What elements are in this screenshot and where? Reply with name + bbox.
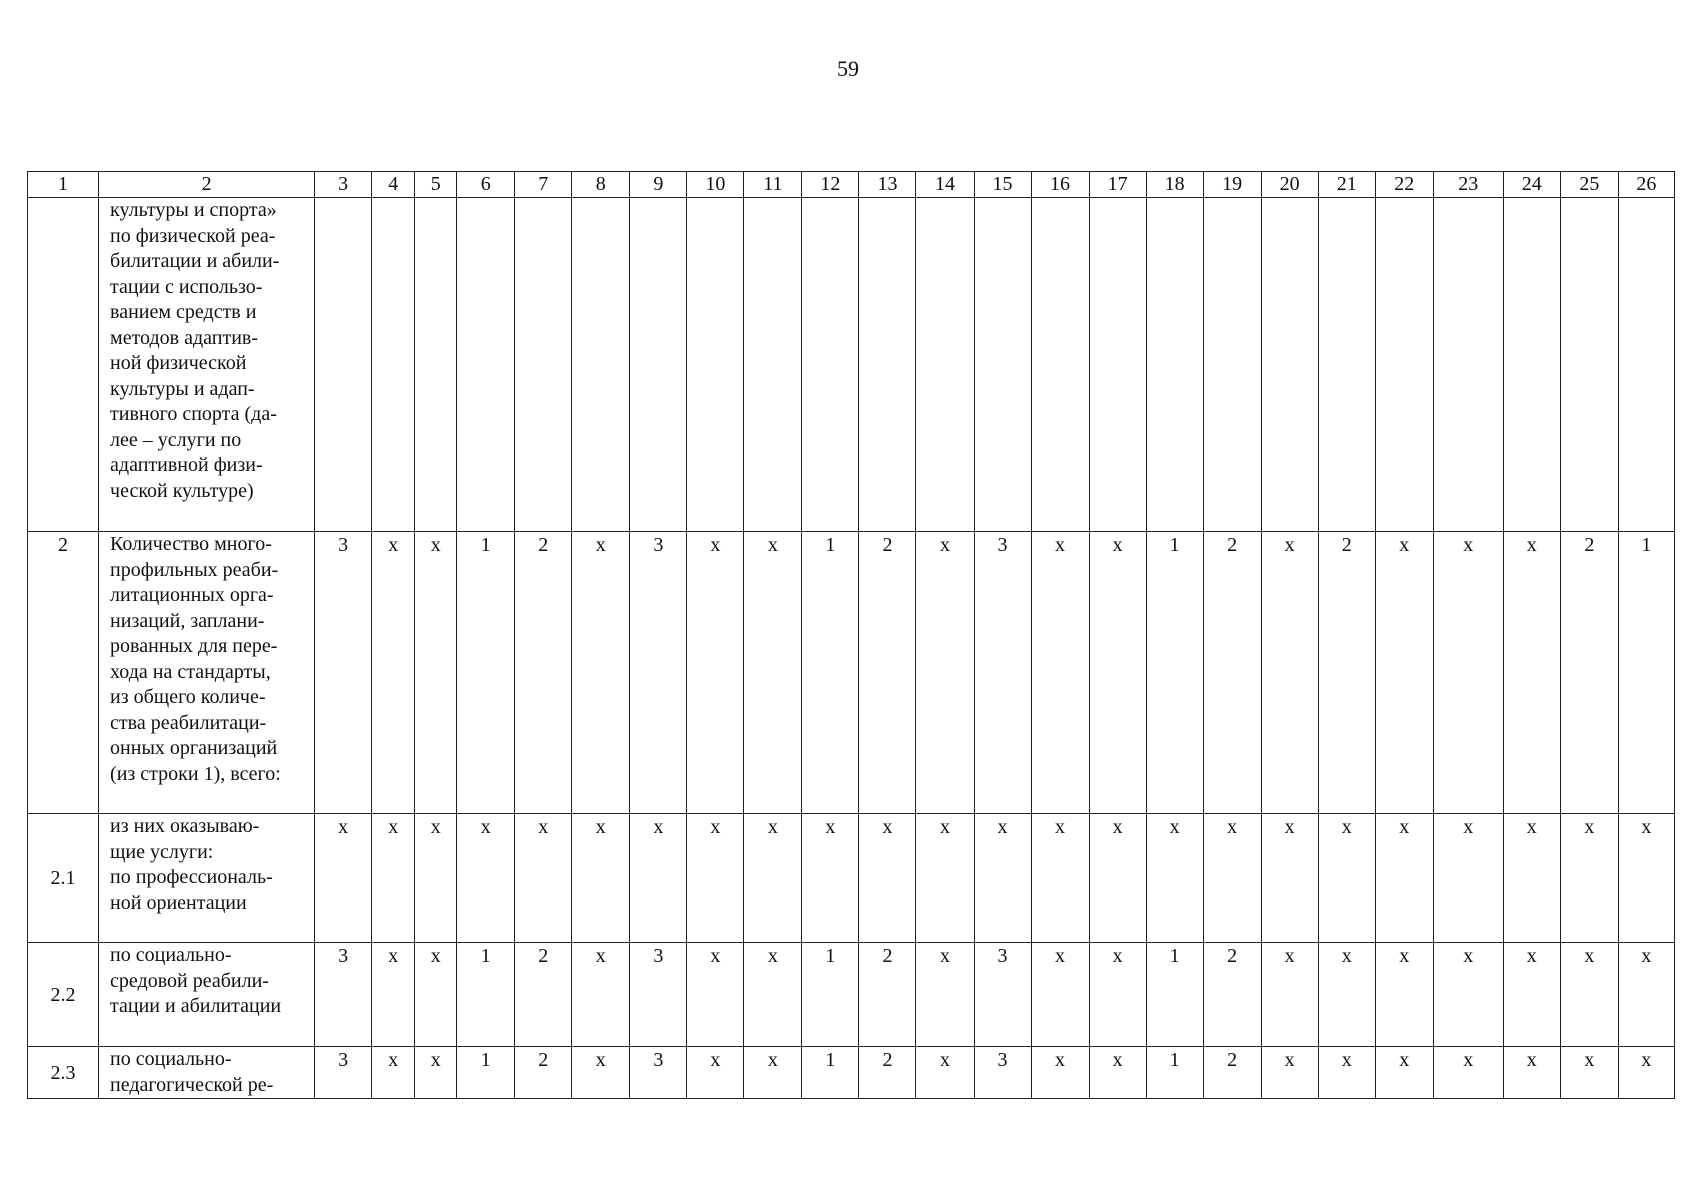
value-cell: х — [687, 814, 744, 943]
value-cell: х — [1560, 814, 1618, 943]
value-cell — [1503, 198, 1560, 532]
value-cell: х — [1146, 814, 1203, 943]
table-row — [28, 532, 1675, 814]
value-cell: 2 — [859, 532, 916, 814]
indicator-name-cell: по социально- педагогической ре- — [99, 1047, 315, 1099]
value-cell: 1 — [1146, 943, 1203, 1047]
value-cell: 1 — [802, 532, 859, 814]
value-cell — [1031, 198, 1089, 532]
value-cell — [802, 198, 859, 532]
header-cell: 4 — [372, 172, 415, 198]
value-cell: х — [415, 814, 457, 943]
value-cell: х — [1261, 532, 1318, 814]
value-cell: х — [315, 814, 372, 943]
row-number-cell: 2 — [28, 532, 99, 814]
header-cell: 22 — [1375, 172, 1433, 198]
value-cell: х — [1503, 532, 1560, 814]
indicator-name-cell: культуры и спорта» по физической реа- билитации и абили- тации с использо- ванием средств и методов адаптив- ной физической культуры и адап- тивного спорта (да- лее – услуги по адаптивной физи- ческой культуре) — [99, 198, 315, 532]
value-cell: х — [572, 814, 630, 943]
value-cell: х — [1203, 814, 1261, 943]
value-cell: х — [974, 814, 1031, 943]
value-cell: х — [916, 943, 974, 1047]
value-cell: 1 — [1146, 1047, 1203, 1099]
value-cell: 3 — [630, 943, 687, 1047]
value-cell — [630, 198, 687, 532]
value-cell: х — [1503, 943, 1560, 1047]
value-cell: 3 — [315, 532, 372, 814]
value-cell: 1 — [1146, 532, 1203, 814]
value-cell — [1375, 198, 1433, 532]
value-cell: х — [1433, 814, 1503, 943]
value-cell: х — [1375, 943, 1433, 1047]
value-cell: х — [1433, 1047, 1503, 1099]
value-cell — [515, 198, 572, 532]
value-cell: х — [372, 814, 415, 943]
value-cell: х — [1318, 1047, 1375, 1099]
value-cell: 2 — [515, 532, 572, 814]
value-cell: х — [1375, 1047, 1433, 1099]
value-cell — [1618, 198, 1674, 532]
header-cell: 8 — [572, 172, 630, 198]
value-cell: х — [1433, 943, 1503, 1047]
header-cell: 3 — [315, 172, 372, 198]
value-cell — [1560, 198, 1618, 532]
value-cell: х — [1031, 814, 1089, 943]
value-cell: х — [1261, 1047, 1318, 1099]
value-cell: 2 — [1318, 532, 1375, 814]
header-cell: 21 — [1318, 172, 1375, 198]
value-cell: х — [1261, 943, 1318, 1047]
header-cell: 23 — [1433, 172, 1503, 198]
value-cell — [1146, 198, 1203, 532]
header-cell: 20 — [1261, 172, 1318, 198]
value-cell: х — [372, 1047, 415, 1099]
value-cell — [1089, 198, 1146, 532]
value-cell: 2 — [859, 1047, 916, 1099]
value-cell: х — [1031, 943, 1089, 1047]
value-cell: 2 — [1203, 1047, 1261, 1099]
value-cell: х — [415, 1047, 457, 1099]
value-cell: х — [1089, 1047, 1146, 1099]
value-cell: 2 — [515, 943, 572, 1047]
value-cell: 2 — [1203, 943, 1261, 1047]
value-cell: х — [572, 532, 630, 814]
value-cell: х — [572, 943, 630, 1047]
row-number-cell: 2.3 — [28, 1047, 99, 1099]
header-row — [28, 172, 1675, 198]
value-cell: 1 — [457, 532, 515, 814]
value-cell: х — [744, 943, 802, 1047]
value-cell: х — [415, 532, 457, 814]
value-cell: х — [1375, 814, 1433, 943]
row-number-cell: 2.1 — [28, 814, 99, 943]
value-cell — [1261, 198, 1318, 532]
value-cell: х — [1031, 1047, 1089, 1099]
value-cell: 3 — [974, 532, 1031, 814]
table-row — [28, 943, 1675, 1047]
table-row — [28, 814, 1675, 943]
header-cell: 16 — [1031, 172, 1089, 198]
value-cell: х — [1318, 814, 1375, 943]
value-cell: х — [687, 1047, 744, 1099]
value-cell: х — [916, 532, 974, 814]
header-cell: 15 — [974, 172, 1031, 198]
value-cell: 3 — [974, 943, 1031, 1047]
value-cell: 1 — [457, 1047, 515, 1099]
value-cell: х — [687, 532, 744, 814]
value-cell: 3 — [315, 1047, 372, 1099]
value-cell: х — [1261, 814, 1318, 943]
value-cell: х — [916, 814, 974, 943]
value-cell: 1 — [457, 943, 515, 1047]
value-cell: 3 — [630, 1047, 687, 1099]
value-cell: х — [1375, 532, 1433, 814]
value-cell: х — [572, 1047, 630, 1099]
header-cell: 12 — [802, 172, 859, 198]
header-cell: 19 — [1203, 172, 1261, 198]
value-cell: х — [1031, 532, 1089, 814]
value-cell: х — [457, 814, 515, 943]
value-cell: х — [859, 814, 916, 943]
page-number: 59 — [837, 56, 859, 81]
value-cell: 3 — [630, 532, 687, 814]
value-cell: х — [744, 1047, 802, 1099]
value-cell: х — [1433, 532, 1503, 814]
value-cell: х — [916, 1047, 974, 1099]
value-cell: х — [1503, 1047, 1560, 1099]
value-cell: 2 — [515, 1047, 572, 1099]
value-cell: х — [515, 814, 572, 943]
value-cell: 3 — [315, 943, 372, 1047]
value-cell: х — [1089, 814, 1146, 943]
header-cell: 26 — [1618, 172, 1674, 198]
indicator-name-cell: Количество много- профильных реаби- литационных орга- низаций, заплани- рованных для пере- хода на стандарты, из общего количе- ства реабилитаци- онных организаций (из строки 1), всего: — [99, 532, 315, 814]
value-cell: х — [744, 532, 802, 814]
header-cell: 2 — [99, 172, 315, 198]
value-cell: 2 — [1560, 532, 1618, 814]
value-cell — [415, 198, 457, 532]
header-cell: 17 — [1089, 172, 1146, 198]
value-cell: х — [1089, 532, 1146, 814]
value-cell: х — [744, 814, 802, 943]
header-cell: 6 — [457, 172, 515, 198]
value-cell — [1433, 198, 1503, 532]
value-cell: х — [1560, 943, 1618, 1047]
header-cell: 18 — [1146, 172, 1203, 198]
header-cell: 9 — [630, 172, 687, 198]
value-cell — [974, 198, 1031, 532]
value-cell: х — [372, 943, 415, 1047]
value-cell: 1 — [802, 943, 859, 1047]
value-cell: х — [687, 943, 744, 1047]
value-cell — [687, 198, 744, 532]
value-cell: 2 — [1203, 532, 1261, 814]
value-cell: 3 — [974, 1047, 1031, 1099]
value-cell: х — [630, 814, 687, 943]
value-cell: х — [1503, 814, 1560, 943]
header-cell: 1 — [28, 172, 99, 198]
header-cell: 5 — [415, 172, 457, 198]
table-row — [28, 198, 1675, 532]
value-cell: х — [1318, 943, 1375, 1047]
value-cell: х — [1618, 1047, 1674, 1099]
header-cell: 10 — [687, 172, 744, 198]
value-cell — [1203, 198, 1261, 532]
value-cell: 1 — [1618, 532, 1674, 814]
value-cell — [457, 198, 515, 532]
row-number-cell: 2.2 — [28, 943, 99, 1047]
value-cell — [859, 198, 916, 532]
value-cell: х — [1089, 943, 1146, 1047]
value-cell — [744, 198, 802, 532]
header-cell: 11 — [744, 172, 802, 198]
value-cell: 2 — [859, 943, 916, 1047]
header-cell: 13 — [859, 172, 916, 198]
header-cell: 7 — [515, 172, 572, 198]
value-cell: х — [415, 943, 457, 1047]
indicator-name-cell: из них оказываю- щие услуги: по профессиональ- ной ориентации — [99, 814, 315, 943]
value-cell: 1 — [802, 1047, 859, 1099]
value-cell: х — [1618, 943, 1674, 1047]
row-number-cell — [28, 198, 99, 532]
value-cell: х — [1618, 814, 1674, 943]
value-cell: х — [1560, 1047, 1618, 1099]
value-cell — [1318, 198, 1375, 532]
header-cell: 24 — [1503, 172, 1560, 198]
header-cell: 14 — [916, 172, 974, 198]
data-table — [27, 171, 1675, 1099]
value-cell — [315, 198, 372, 532]
indicator-name-cell: по социально- средовой реабили- тации и абилитации — [99, 943, 315, 1047]
value-cell: х — [372, 532, 415, 814]
header-cell: 25 — [1560, 172, 1618, 198]
table-row — [28, 1047, 1675, 1099]
value-cell — [372, 198, 415, 532]
value-cell: х — [802, 814, 859, 943]
value-cell — [572, 198, 630, 532]
value-cell — [916, 198, 974, 532]
